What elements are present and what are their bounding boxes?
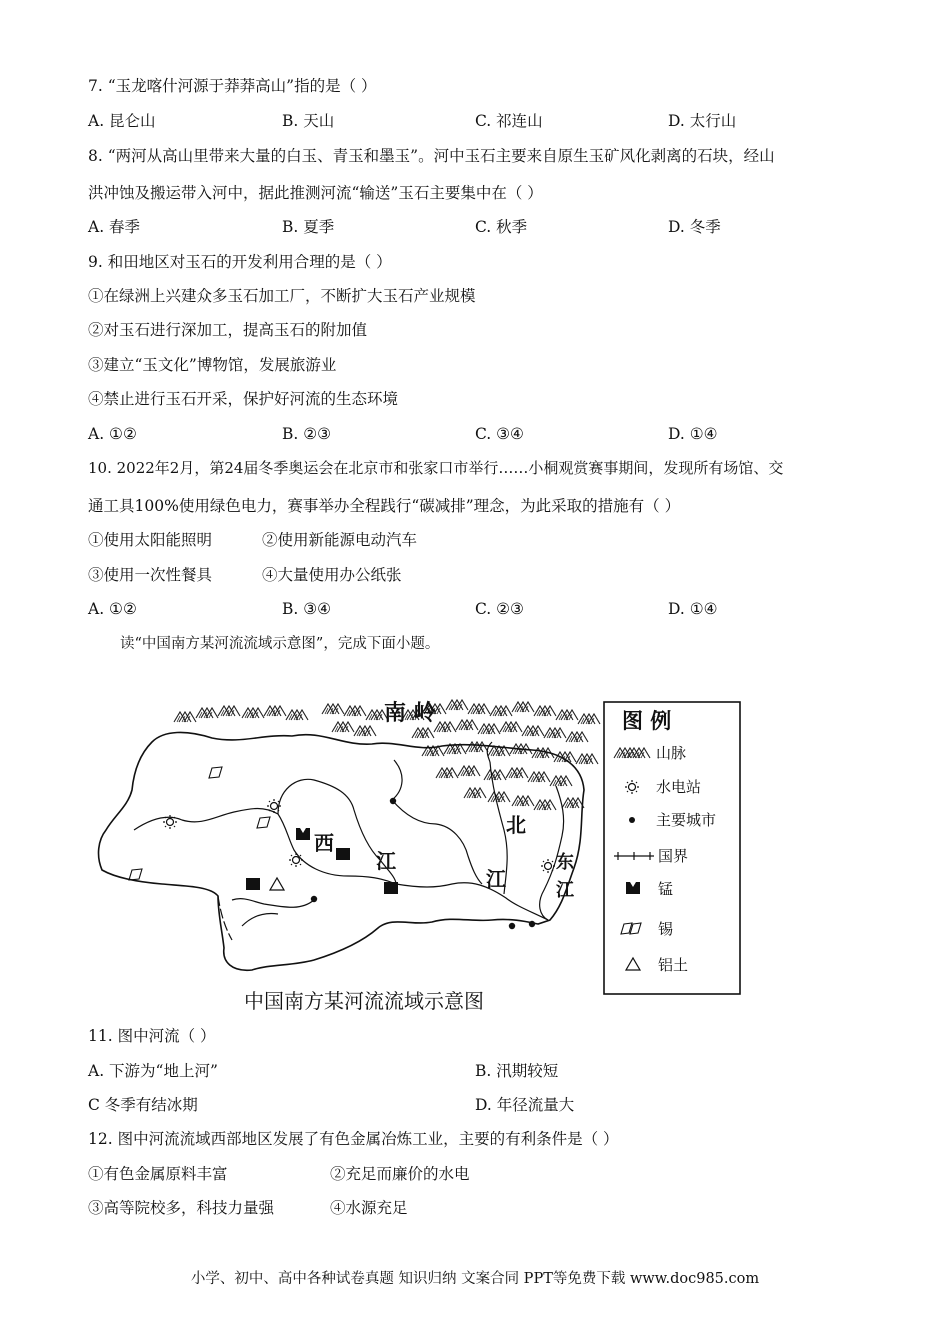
q12-item-4: ④水源充足 xyxy=(330,1199,408,1217)
map-label-xijiang: 江 xyxy=(376,849,396,873)
legend-label-mountain: 山脉 xyxy=(656,744,687,762)
map-label-dong: 东 xyxy=(556,852,574,873)
q10-stem-line2: 通工具100%使用绿色电力，赛事举办全程践行“碳减排”理念，为此采取的措施有（ ） xyxy=(88,497,681,515)
legend-label-city: 主要城市 xyxy=(656,811,717,829)
q7-option-a: A. 昆仑山 xyxy=(88,112,156,130)
page-footer: 小学、初中、高中各种试卷真题 知识归纳 文案合同 PPT等免费下载 www.doc985.com xyxy=(190,1271,760,1287)
q12-item-2: ②充足而廉价的水电 xyxy=(330,1165,470,1183)
map-label-nanling: 南 岭 xyxy=(384,700,436,726)
q11-option-a: A. 下游为“地上河” xyxy=(88,1062,218,1080)
legend-label-border: 国界 xyxy=(658,847,689,865)
legend-city-icon xyxy=(629,817,635,823)
q9-item-3: ③建立“玉文化”博物馆，发展旅游业 xyxy=(88,356,337,374)
q9-option-c: C. ③④ xyxy=(475,425,524,443)
q7-option-b: B. 天山 xyxy=(282,112,335,130)
river-basin-map xyxy=(92,690,752,1020)
q8-stem-line1: 8. “两河从高山里带来大量的白玉、青玉和墨玉”。河中玉石主要来自原生玉矿风化剥离的石块，经山 xyxy=(88,147,775,165)
map-label-xi: 西 xyxy=(314,831,334,855)
map-intro: 读“中国南方某河流流域示意图”，完成下面小题。 xyxy=(120,636,440,652)
q10-stem-line1: 10. 2022年2月，第24届冬季奥运会在北京市和张家口市举行……小桐观赏赛事期间，发现所有场馆、交 xyxy=(88,459,784,477)
q10-option-d: D. ①④ xyxy=(668,600,718,618)
q12-item-1: ①有色金属原料丰富 xyxy=(88,1165,228,1183)
q9-item-2: ②对玉石进行深加工，提高玉石的附加值 xyxy=(88,321,368,339)
legend-label-tin: 锡 xyxy=(658,920,674,938)
map-legend xyxy=(604,702,740,994)
q10-item-3: ③使用一次性餐具 xyxy=(88,566,213,584)
q11-option-d: D. 年径流量大 xyxy=(475,1096,575,1114)
q8-option-b: B. 夏季 xyxy=(282,218,335,236)
legend-label-manganese: 锰 xyxy=(658,880,674,898)
legend-label-hydropower: 水电站 xyxy=(656,778,702,796)
legend-label-bauxite: 铝土 xyxy=(658,956,689,974)
q10-item-4: ④大量使用办公纸张 xyxy=(262,566,402,584)
q7-option-d: D. 太行山 xyxy=(668,112,737,130)
map-label-bei: 北 xyxy=(506,813,526,837)
q11-stem: 11. 图中河流（ ） xyxy=(88,1027,216,1045)
river-network xyxy=(134,742,564,926)
city-icon xyxy=(311,798,535,929)
map-label-beijiang: 江 xyxy=(486,867,506,891)
bauxite-icon xyxy=(270,878,284,890)
map-caption: 中国南方某河流流域示意图 xyxy=(244,989,484,1013)
q9-item-1: ①在绿洲上兴建众多玉石加工厂，不断扩大玉石产业规模 xyxy=(88,287,476,305)
q10-item-1: ①使用太阳能照明 xyxy=(88,531,213,549)
map-label-dongjiang: 江 xyxy=(556,880,574,901)
q9-option-a: A. ①② xyxy=(88,425,137,443)
q9-item-4: ④禁止进行玉石开采，保护好河流的生态环境 xyxy=(88,390,399,408)
q8-option-a: A. 春季 xyxy=(88,218,141,236)
tin-icon xyxy=(129,767,270,880)
q10-item-2: ②使用新能源电动汽车 xyxy=(262,531,418,549)
q11-option-c: C 冬季有结冰期 xyxy=(88,1096,198,1114)
q8-option-d: D. 冬季 xyxy=(668,218,721,236)
q9-option-d: D. ①④ xyxy=(668,425,718,443)
legend-title: 图 例 xyxy=(622,709,672,733)
q10-option-a: A. ①② xyxy=(88,600,137,618)
q10-option-c: C. ②③ xyxy=(475,600,524,618)
q10-option-b: B. ③④ xyxy=(282,600,332,618)
q7-option-c: C. 祁连山 xyxy=(475,112,543,130)
q9-option-b: B. ②③ xyxy=(282,425,332,443)
q7-stem: 7. “玉龙喀什河源于莽莽高山”指的是（ ） xyxy=(88,77,377,95)
q9-stem: 9. 和田地区对玉石的开发利用合理的是（ ） xyxy=(88,253,392,271)
q11-option-b: B. 汛期较短 xyxy=(475,1062,559,1080)
q12-item-3: ③高等院校多，科技力量强 xyxy=(88,1199,275,1217)
q12-stem: 12. 图中河流流域西部地区发展了有色金属冶炼工业，主要的有利条件是（ ） xyxy=(88,1130,619,1148)
q8-stem-line2: 洪冲蚀及搬运带入河中，据此推测河流“输送”玉石主要集中在（ ） xyxy=(88,184,543,202)
q8-option-c: C. 秋季 xyxy=(475,218,528,236)
hydropower-icon xyxy=(163,799,555,873)
